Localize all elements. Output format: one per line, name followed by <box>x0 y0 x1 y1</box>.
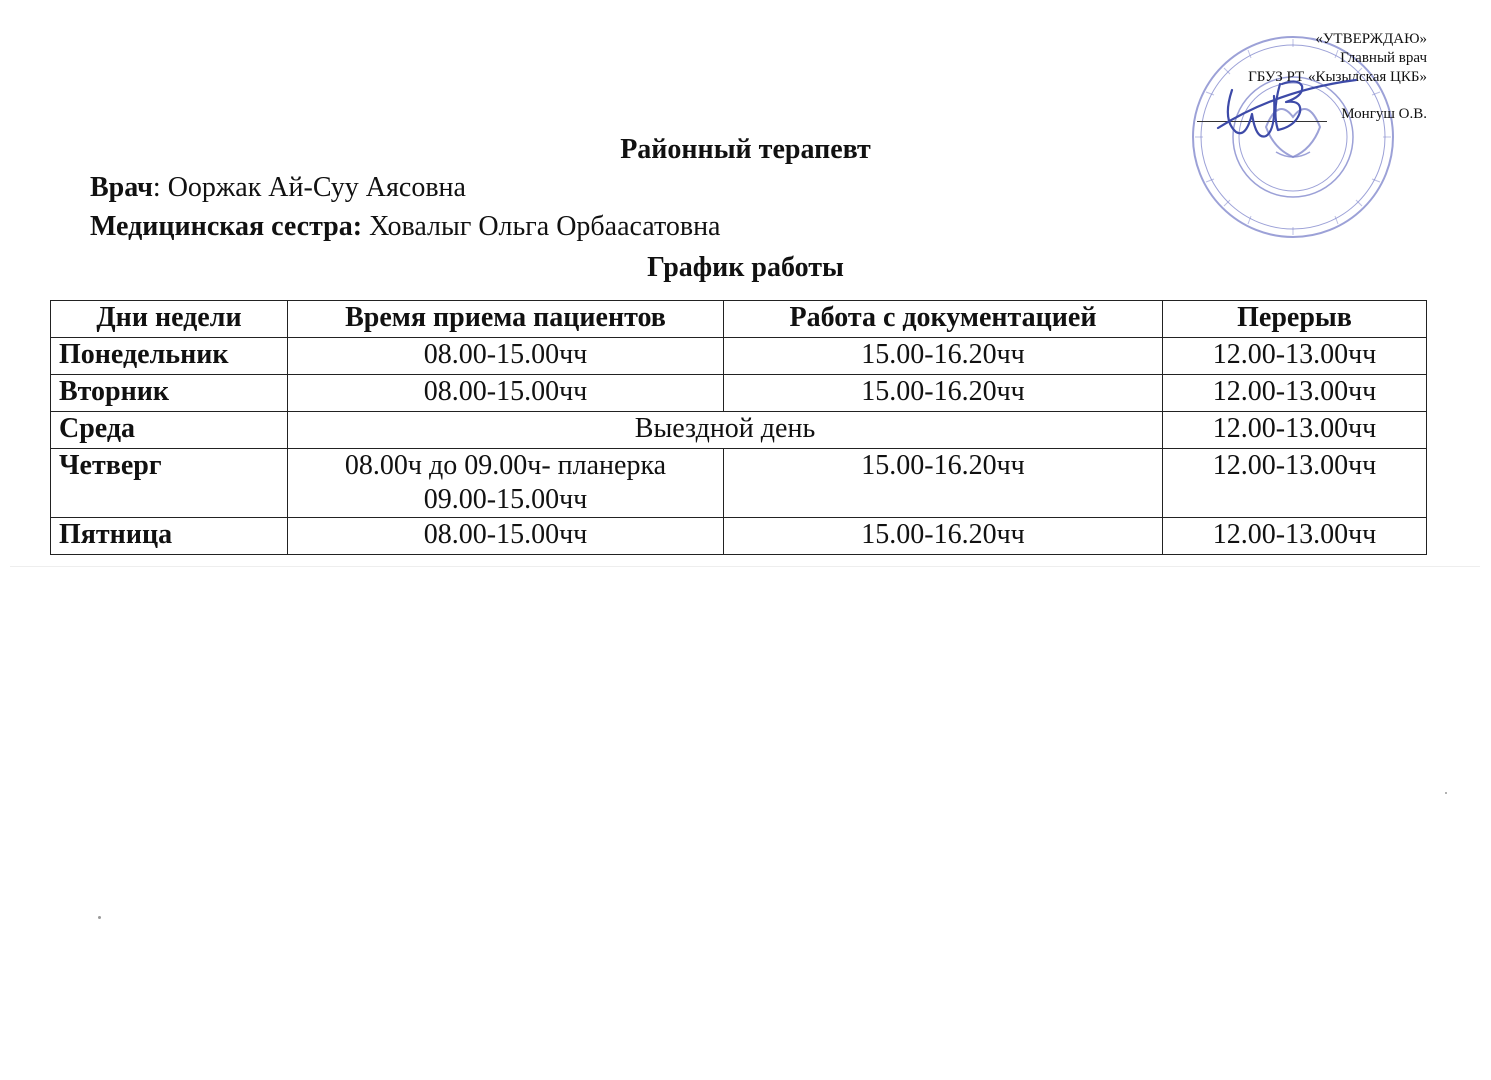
column-header-reception: Время приема пациентов <box>288 301 724 338</box>
documentation-cell: 15.00-16.20чч <box>724 518 1163 555</box>
documentation-cell: 15.00-16.20чч <box>724 375 1163 412</box>
day-cell: Четверг <box>51 449 288 518</box>
break-cell: 12.00-13.00чч <box>1163 518 1427 555</box>
reception-cell <box>288 449 724 518</box>
day-cell: Понедельник <box>51 338 288 375</box>
column-header-documentation: Работа с документацией <box>724 301 1163 338</box>
schedule-table <box>50 300 1427 555</box>
table-row <box>51 518 1427 555</box>
day-cell: Пятница <box>51 518 288 555</box>
table-row <box>51 375 1427 412</box>
scan-dust-dot <box>1445 792 1447 794</box>
break-cell: 12.00-13.00чч <box>1163 375 1427 412</box>
nurse-line <box>90 211 720 243</box>
approval-signer: Монгуш О.В. <box>1341 106 1427 122</box>
reception-cell: 08.00-15.00чч <box>288 375 724 412</box>
table-row <box>51 412 1427 449</box>
approval-heading: «УТВЕРЖДАЮ» <box>1315 31 1427 47</box>
day-cell: Среда <box>51 412 288 449</box>
table-row <box>51 338 1427 375</box>
reception-cell: 08.00-15.00чч <box>288 338 724 375</box>
break-cell: 12.00-13.00чч <box>1163 412 1427 449</box>
documentation-cell: 15.00-16.20чч <box>724 338 1163 375</box>
table-header-row <box>51 301 1427 338</box>
approval-organization: ГБУЗ РТ «Кызылская ЦКБ» <box>1248 69 1427 85</box>
scan-dust-dot <box>98 916 101 919</box>
handwritten-signature <box>1210 70 1360 140</box>
doctor-line <box>90 172 466 204</box>
scan-artifact-line <box>10 566 1480 567</box>
schedule-title: График работы <box>647 252 844 283</box>
page-title: Районный терапевт <box>620 134 871 165</box>
reception-line-1: 08.00ч до 09.00ч- планерка <box>344 450 667 481</box>
doctor-label: Врач <box>90 172 153 203</box>
nurse-name: Ховалыг Ольга Орбаасатовна <box>362 211 721 242</box>
approval-position: Главный врач <box>1340 50 1427 66</box>
documentation-cell: 15.00-16.20чч <box>724 449 1163 518</box>
doctor-name: : Ооржак Ай-Суу Аясовна <box>152 172 466 203</box>
day-cell: Вторник <box>51 375 288 412</box>
reception-cell: 08.00-15.00чч <box>288 518 724 555</box>
break-cell: 12.00-13.00чч <box>1163 449 1427 518</box>
column-header-days: Дни недели <box>51 301 288 338</box>
field-day-cell: Выездной день <box>288 412 1163 449</box>
break-cell: 12.00-13.00чч <box>1163 338 1427 375</box>
table-row <box>51 449 1427 518</box>
nurse-label: Медицинская сестра: <box>90 211 363 242</box>
reception-line-2: 09.00-15.00чч <box>423 484 588 515</box>
column-header-break: Перерыв <box>1163 301 1427 338</box>
